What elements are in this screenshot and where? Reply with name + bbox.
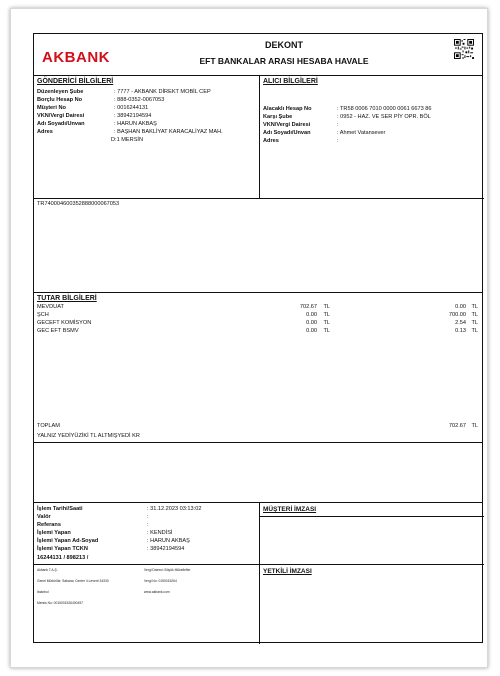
amount-credit-currency: TL <box>471 312 478 318</box>
receiver-label: Adres <box>263 138 279 144</box>
footer-right-2: Vergi No: 0150015264 <box>144 579 177 583</box>
sender-row <box>37 97 257 105</box>
sender-value: : 0016244131 <box>114 105 149 111</box>
transaction-value: : 31.12.2023 03:13:02 <box>147 506 202 512</box>
receiver-row <box>263 138 481 146</box>
receiver-row <box>263 106 481 114</box>
document-page <box>10 8 488 668</box>
total-label: TOPLAM <box>37 423 60 429</box>
customer-signature-label: MÜŞTERİ İMZASI <box>263 506 317 513</box>
transaction-row <box>37 530 257 538</box>
description-box <box>34 199 482 293</box>
footer-left-1: Akbank T.A.Ş. <box>37 568 58 572</box>
transaction-label: İşlemi Yapan <box>37 530 71 536</box>
transaction-label: İşlemi Yapan TCKN <box>37 546 88 552</box>
transaction-label: İşlem Tarihi/Saati <box>37 506 83 512</box>
receiver-label: Karşı Şube <box>263 114 293 120</box>
amount-credit-currency: TL <box>471 328 478 334</box>
total-currency: TL <box>471 423 478 429</box>
footer-right-3: www.akbank.com <box>144 590 170 594</box>
total-row <box>37 423 478 431</box>
receipt-sheet <box>33 33 483 643</box>
receiver-label: VKN/Vergi Dairesi <box>263 122 311 128</box>
sender-row <box>37 105 257 113</box>
sender-value: : BAŞHAN BAKLİYAT KARACALİYAZ MAH. <box>114 129 223 135</box>
sender-value: : HARUN AKBAŞ <box>114 121 157 127</box>
sender-title: GÖNDERİCİ BİLGİLERİ <box>37 78 114 85</box>
transaction-value: : 38942194594 <box>147 546 185 552</box>
blank-area <box>34 443 482 503</box>
amount-debit-currency: TL <box>323 328 330 334</box>
amount-credit: 2.54 <box>455 320 466 326</box>
amount-credit: 700.00 <box>448 312 466 318</box>
amount-label: ŞCH <box>37 312 49 318</box>
footer-left-4: Mersis No: 0015001526400497 <box>37 601 84 605</box>
sender-row <box>37 129 257 137</box>
amount-debit-currency: TL <box>323 304 330 310</box>
amount-row <box>37 320 478 328</box>
receiver-row <box>263 130 481 138</box>
receiver-row <box>263 122 481 130</box>
receiver-value: : 0952 - HAZ. VE SER PİY OPR. BÖL <box>337 114 431 120</box>
akbank-logo: AKBANK <box>42 49 110 66</box>
footer-divider <box>34 564 259 565</box>
transaction-row <box>37 506 257 514</box>
amount-credit: 0.13 <box>455 328 466 334</box>
sender-value: : 7777 - AKBANK DİREKT MOBİL CEP <box>114 89 211 95</box>
transaction-label: Valör <box>37 514 51 520</box>
amounts-section <box>34 293 482 443</box>
sender-address-line2 <box>111 137 251 145</box>
transaction-label: Referans <box>37 522 61 528</box>
sender-row <box>37 89 257 97</box>
amount-debit: 0.00 <box>306 328 317 334</box>
iban-text: TR740004600352888000067053 <box>37 201 120 207</box>
receiver-label: Adı Soyadı/Unvan <box>263 130 311 136</box>
sender-label: Adı Soyadı/Unvan <box>37 121 85 127</box>
transaction-row <box>37 546 257 554</box>
receiver-value: : Ahmet Vatansever <box>337 130 386 136</box>
footer-right-1: Vergi Dairesi: Büyük Mükellefler <box>144 568 191 572</box>
sender-value: : 38942194594 <box>114 113 152 119</box>
signature-divider <box>260 516 484 517</box>
transaction-label: İşlemi Yapan Ad-Soyad <box>37 538 99 544</box>
footer-left-2: Genel Müdürlük: Sabancı Center 4.Levent 34330 <box>37 579 109 583</box>
amount-label: GECEFT KOMİSYON <box>37 320 92 326</box>
signature-divider-2 <box>260 564 484 565</box>
amount-debit-currency: TL <box>323 312 330 318</box>
transaction-value: : KENDİSİ <box>147 530 173 536</box>
amounts-title: TUTAR BİLGİLERİ <box>37 295 97 302</box>
amount-in-words: YALNIZ YEDİYÜZİKİ TL ALTMIŞYEDİ KR <box>37 433 140 439</box>
receiver-value: : <box>337 138 339 144</box>
amount-in-words-row <box>37 433 478 441</box>
amount-row <box>37 312 478 320</box>
receiver-row <box>263 114 481 122</box>
receiver-value: : <box>337 122 339 128</box>
sender-label: Borçlu Hesap No <box>37 97 83 103</box>
amount-debit-currency: TL <box>323 320 330 326</box>
sender-section <box>34 76 260 199</box>
sender-row <box>37 121 257 129</box>
sender-label: Müşteri No <box>37 105 66 111</box>
authorized-signature-label: YETKİLİ İMZASI <box>263 568 312 575</box>
sender-value: : 888-0352-0067053 <box>114 97 165 103</box>
receiver-value: : TR58 0006 7010 0000 0061 6673 86 <box>337 106 432 112</box>
footer-left-3: İstanbul <box>37 590 49 594</box>
qr-code-icon <box>454 39 474 59</box>
sender-address-line2-text: D:1 MERSİN <box>111 137 144 143</box>
receipt-subtitle: EFT BANKALAR ARASI HESABA HAVALE <box>199 56 369 66</box>
sender-label: Düzenleyen Şube <box>37 89 84 95</box>
amount-credit: 0.00 <box>455 304 466 310</box>
receipt-title: DEKONT <box>265 40 303 50</box>
amount-debit: 0.00 <box>306 312 317 318</box>
signature-section <box>260 503 484 644</box>
transaction-value: : HARUN AKBAŞ <box>147 538 190 544</box>
amount-credit-currency: TL <box>471 320 478 326</box>
transaction-row <box>37 538 257 546</box>
transaction-value: : <box>147 514 149 520</box>
sender-label: VKN/Vergi Dairesi <box>37 113 85 119</box>
receiver-label: Alacaklı Hesap No <box>263 106 312 112</box>
transaction-section <box>34 503 260 644</box>
transaction-row <box>37 514 257 522</box>
amount-row <box>37 304 478 312</box>
transaction-ref-line: 16244131 / 898213 / <box>37 555 89 561</box>
sender-row <box>37 113 257 121</box>
amount-label: MEVDUAT <box>37 304 64 310</box>
receipt-header <box>34 34 482 76</box>
amount-debit: 0.00 <box>306 320 317 326</box>
amount-row <box>37 328 478 336</box>
amount-label: GEC EFT BSMV <box>37 328 79 334</box>
receiver-section <box>260 76 484 199</box>
transaction-value: : <box>147 522 149 528</box>
amount-debit: 702.67 <box>299 304 317 310</box>
amount-credit-currency: TL <box>471 304 478 310</box>
total-value: 702.67 <box>448 423 466 429</box>
sender-label: Adres <box>37 129 53 135</box>
transaction-row <box>37 522 257 530</box>
receiver-title: ALICI BİLGİLERİ <box>263 78 318 85</box>
